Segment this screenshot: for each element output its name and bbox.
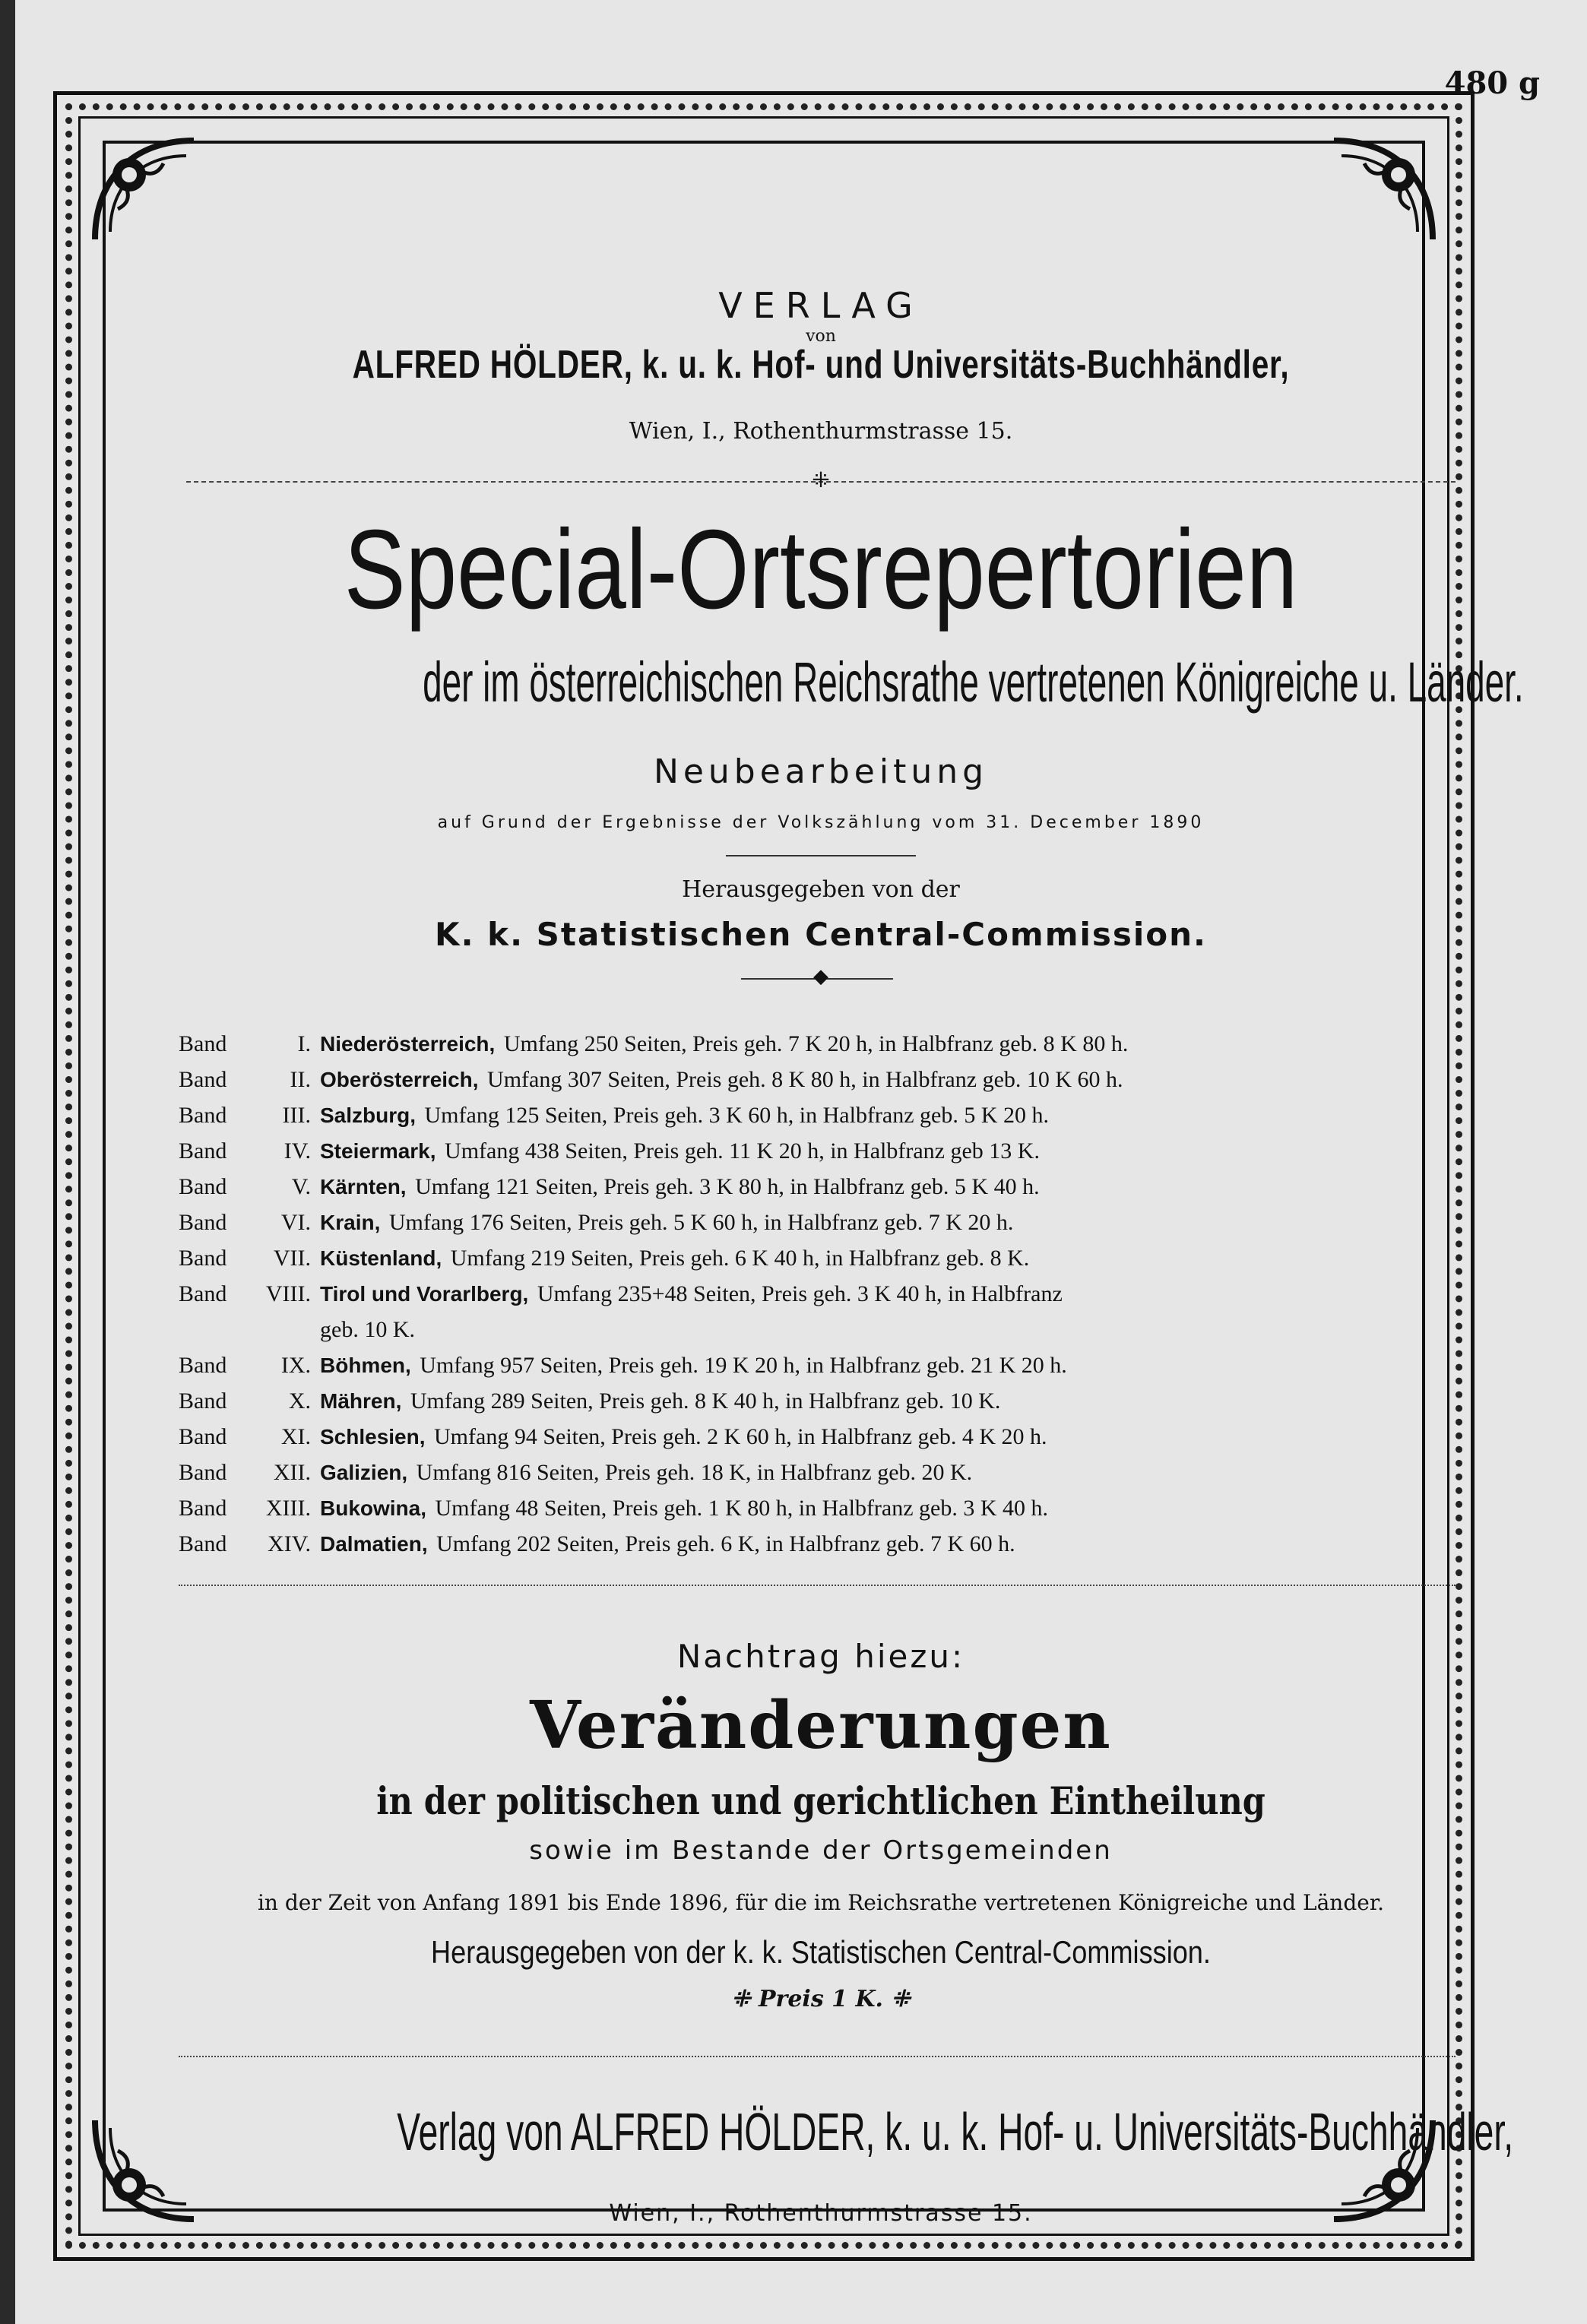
divider-ornament-icon: ⁜ <box>812 467 830 492</box>
publisher-name: ALFRED HÖLDER, k. u. k. Hof- und Universitäts-Buchhändler, <box>352 343 1290 387</box>
edited-by: Herausgegeben von der <box>682 876 960 903</box>
binding-edge <box>0 0 15 2324</box>
list-item: Band X. Mähren, Umfang 289 Seiten, Preis geh. 8 K 40 h, in Halbfranz geb. 10 K. <box>179 1388 1001 1414</box>
page-number: 480 g <box>1444 65 1540 101</box>
list-item: Band V. Kärnten, Umfang 121 Seiten, Preis geh. 3 K 80 h, in Halbfranz geb. 5 K 40 h. <box>179 1174 1040 1199</box>
list-item: geb. 10 K. <box>320 1317 415 1342</box>
main-title: Special-Ortsrepertorien <box>344 507 1298 632</box>
footer-publisher: Verlag von ALFRED HÖLDER, k. u. k. Hof- u. Universitäts-Buchhändler, <box>397 2102 1514 2161</box>
supplement-subtitle: in der politischen und gerichtlichen Eintheilung <box>376 1778 1265 1823</box>
list-item: Band XII. Galizien, Umfang 816 Seiten, Preis geh. 18 K, in Halbfranz geb. 20 K. <box>179 1460 973 1485</box>
supplement-price: ⁜ Preis 1 K. ⁜ <box>731 1986 911 2012</box>
von-label: von <box>806 327 836 346</box>
divider-ornament-icon: ⁜ <box>891 1986 911 2012</box>
supplement-title: Veränderungen <box>530 1687 1112 1764</box>
list-item: Band II. Oberösterreich, Umfang 307 Seiten, Preis geh. 8 K 80 h, in Halbfranz geb. 10 K 60 h. <box>179 1067 1123 1092</box>
ornamental-frame <box>53 91 1524 2261</box>
divider-ornament-icon: ◆ <box>813 965 828 988</box>
footer-address: Wien, I., Rothenthurmstrasse 15. <box>609 2200 1033 2227</box>
list-item: Band VI. Krain, Umfang 176 Seiten, Preis geh. 5 K 60 h, in Halbfranz geb. 7 K 20 h. <box>179 1210 1014 1235</box>
edition-basis: auf Grund der Ergebnisse der Volkszählung vom 31. December 1890 <box>437 813 1205 832</box>
list-item: Band XIII. Bukowina, Umfang 48 Seiten, Preis geh. 1 K 80 h, in Halbfranz geb. 3 K 40 h. <box>179 1496 1049 1521</box>
list-item: Band XI. Schlesien, Umfang 94 Seiten, Preis geh. 2 K 60 h, in Halbfranz geb. 4 K 20 h. <box>179 1424 1047 1449</box>
supplement-edited-by: Herausgegeben von der k. k. Statistischen Central-Commission. <box>431 1934 1211 1970</box>
supplement-sowie: sowie im Bestande der Ortsgemeinden <box>529 1835 1113 1866</box>
supplement-period: in der Zeit von Anfang 1891 bis Ende 1896, für die im Reichsrathe vertretenen Königreiche und Länder. <box>257 1890 1385 1915</box>
main-subtitle: der im österreichischen Reichsrathe vertretenen Königreiche u. Länder. <box>423 651 1524 714</box>
corner-ornament-icon <box>1326 133 1440 247</box>
corner-ornament-icon <box>87 133 201 247</box>
list-item: Band I. Niederösterreich, Umfang 250 Seiten, Preis geh. 7 K 20 h, in Halbfranz geb. 8 K 80 h. <box>179 1031 1129 1056</box>
list-item: Band IV. Steiermark, Umfang 438 Seiten, Preis geh. 11 K 20 h, in Halbfranz geb 13 K. <box>179 1138 1040 1164</box>
verlag-heading: VERLAG <box>718 285 923 326</box>
supplement-heading: Nachtrag hiezu: <box>676 1638 965 1675</box>
volume-list <box>179 1026 1463 1562</box>
divider <box>179 1585 1456 1586</box>
list-item: Band VIII. Tirol und Vorarlberg, Umfang 235+48 Seiten, Preis geh. 3 K 40 h, in Halbfranz <box>179 1281 1063 1306</box>
list-item: Band VII. Küstenland, Umfang 219 Seiten, Preis geh. 6 K 40 h, in Halbfranz geb. 8 K. <box>179 1246 1030 1271</box>
divider-ornament-icon: ⁜ <box>731 1986 759 2012</box>
commission-name: K. k. Statistischen Central-Commission. <box>435 916 1207 953</box>
list-item: Band XIV. Dalmatien, Umfang 202 Seiten, Preis geh. 6 K, in Halbfranz geb. 7 K 60 h. <box>179 1531 1015 1556</box>
page <box>15 0 1587 2324</box>
divider <box>726 855 916 856</box>
list-item: Band IX. Böhmen, Umfang 957 Seiten, Preis geh. 19 K 20 h, in Halbfranz geb. 21 K 20 h. <box>179 1353 1067 1378</box>
divider <box>179 2056 1456 2057</box>
edition-label: Neubearbeitung <box>653 752 989 791</box>
list-item: Band III. Salzburg, Umfang 125 Seiten, Preis geh. 3 K 60 h, in Halbfranz geb. 5 K 20 h. <box>179 1103 1050 1128</box>
publisher-address: Wien, I., Rothenthurmstrasse 15. <box>629 418 1013 445</box>
